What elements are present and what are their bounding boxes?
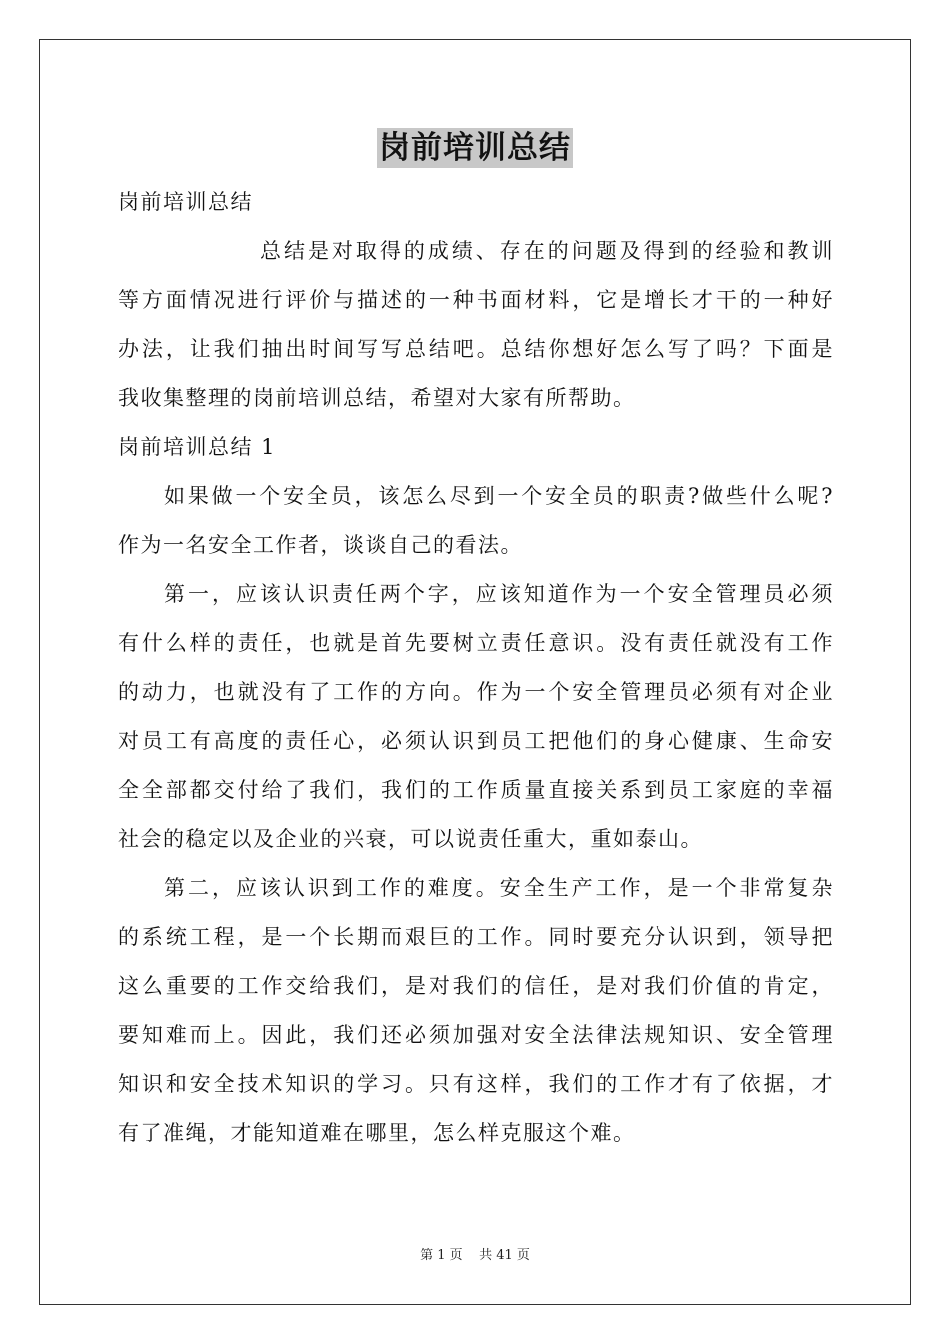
paragraph-line: 如果做一个安全员，该怎么尽到一个安全员的职责?做些什么呢? (164, 484, 834, 508)
paragraph-line: 社会的稳定以及企业的兴衰，可以说责任重大，重如泰山。 (118, 827, 703, 851)
paragraph-line: 第二，应该认识到工作的难度。安全生产工作，是一个非常复杂 (164, 876, 834, 900)
paragraph-line: 对员工有高度的责任心，必须认识到员工把他们的身心健康、生命安 (118, 729, 834, 753)
page-number: 第 1 页 共 41 页 (420, 1248, 530, 1263)
paragraph-line: 这么重要的工作交给我们，是对我们的信任，是对我们价值的肯定， (118, 974, 834, 998)
paragraph-line: 有什么样的责任，也就是首先要树立责任意识。没有责任就没有工作 (118, 631, 834, 655)
paragraph-line: 的系统工程，是一个长期而艰巨的工作。同时要充分认识到，领导把 (118, 925, 834, 949)
paragraph-line: 我收集整理的岗前培训总结，希望对大家有所帮助。 (118, 386, 636, 410)
section-heading: 岗前培训总结 1 (118, 435, 277, 459)
title-area (0, 128, 950, 168)
paragraph-line: 办法，让我们抽出时间写写总结吧。总结你想好怎么写了吗？下面是 (118, 337, 834, 361)
document-title: 岗前培训总结 (379, 130, 571, 166)
paragraph-line: 的动力，也就没有了工作的方向。作为一个安全管理员必须有对企业 (118, 680, 834, 704)
paragraph-line: 等方面情况进行评价与描述的一种书面材料，它是增长才干的一种好 (118, 288, 834, 312)
paragraph-line: 全全部都交付给了我们，我们的工作质量直接关系到员工家庭的幸福 (118, 778, 834, 802)
subtitle-line: 岗前培训总结 (118, 190, 253, 214)
paragraph-line: 有了准绳，才能知道难在哪里，怎么样克服这个难。 (118, 1121, 636, 1145)
paragraph-line: 第一，应该认识责任两个字，应该知道作为一个安全管理员必须 (164, 582, 834, 606)
paragraph-line: 要知难而上。因此，我们还必须加强对安全法律法规知识、安全管理 (118, 1023, 834, 1047)
paragraph-line: 总结是对取得的成绩、存在的问题及得到的经验和教训 (260, 239, 834, 263)
paragraph-line: 作为一名安全工作者，谈谈自己的看法。 (118, 533, 523, 557)
paragraph-line: 知识和安全技术知识的学习。只有这样，我们的工作才有了依据，才 (118, 1072, 834, 1096)
document-body (118, 178, 834, 1158)
